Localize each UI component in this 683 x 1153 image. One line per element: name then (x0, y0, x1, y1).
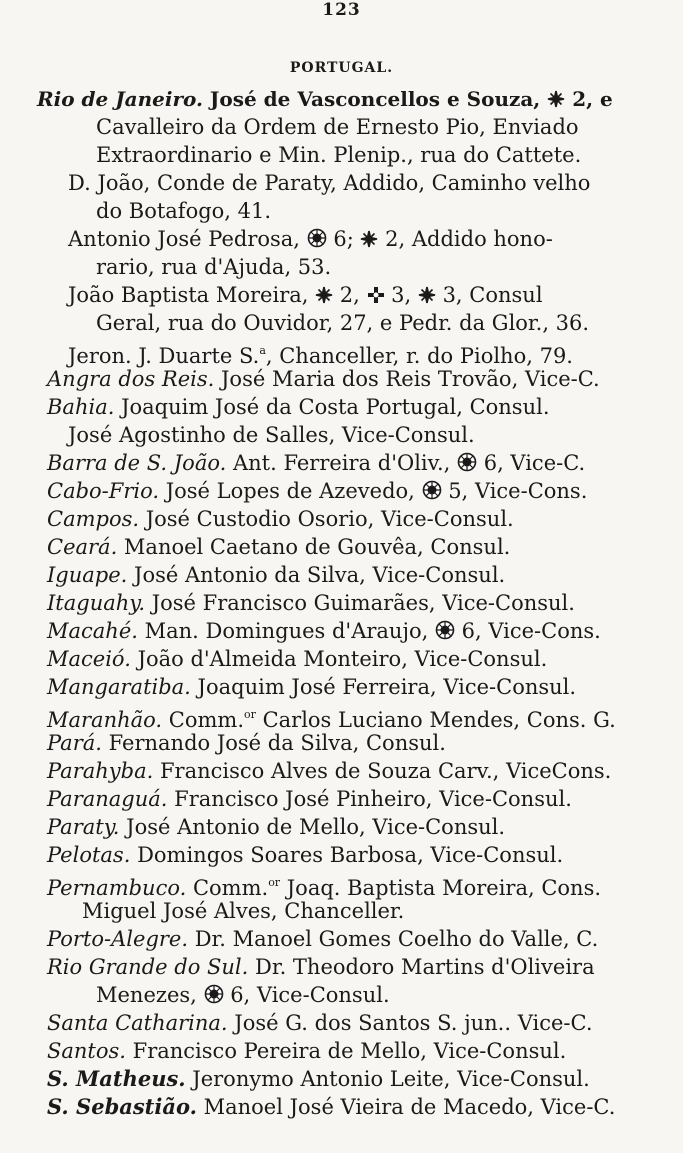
entry-line: Antonio José Pedrosa, 6; 2, Addido hono- (68, 227, 553, 251)
place-name: Porto-Alegre. (47, 927, 189, 951)
entry-line: Macahé. Man. Domingues d'Araujo, 6, Vice-Cons. (47, 619, 601, 643)
place-name: S. Sebastião. (47, 1094, 197, 1119)
place-name: Maceió. (47, 647, 131, 671)
entry-line: Parahyba. Francisco Alves de Souza Carv., ViceCons. (47, 759, 612, 783)
entry-line: Santos. Francisco Pereira de Mello, Vice-Consul. (47, 1039, 567, 1063)
entry-line: Paranaguá. Francisco José Pinheiro, Vice-Consul. (47, 787, 572, 811)
entry-line: João Baptista Moreira, 2, 3, 3, Consul (68, 283, 543, 307)
cross-decoration-icon (360, 230, 378, 248)
entry-line: Geral, rua do Ouvidor, 27, e Pedr. da Glor., 36. (96, 311, 590, 335)
place-name: Macahé. (47, 619, 138, 643)
section-title: PORTUGAL. (289, 60, 394, 76)
place-name: Barra de S. João. (47, 451, 227, 475)
place-name: Maranhão. (47, 708, 163, 732)
entry-line: Paraty. José Antonio de Mello, Vice-Consul. (47, 815, 506, 839)
entry-line: D. João, Conde de Paraty, Addido, Caminho velho (68, 171, 591, 195)
entry-line: rario, rua d'Ajuda, 53. (96, 255, 332, 279)
entry-line: S. Sebastião. Manoel José Vieira de Macedo, Vice-C. (47, 1094, 616, 1119)
entry-line: S. Matheus. Jeronymo Antonio Leite, Vice-Consul. (47, 1066, 590, 1091)
entry-line: José Agostinho de Salles, Vice-Consul. (68, 423, 475, 447)
place-name: Santos. (47, 1039, 126, 1063)
entry-line: Jeron. J. Duarte S.$^a$, Chanceller, r. do Piolho, 79. (68, 344, 573, 368)
entry-line: Cabo-Frio. José Lopes de Azevedo, 5, Vice-Cons. (47, 479, 588, 503)
place-name: Campos. (47, 507, 140, 531)
place-name: Pará. (47, 731, 102, 755)
entry-line: Menezes, 6, Vice-Consul. (96, 983, 390, 1007)
entry-line: Rio Grande do Sul. Dr. Theodoro Martins d'Oliveira (47, 955, 595, 979)
place-name: S. Matheus. (47, 1066, 186, 1091)
entry-line: Campos. José Custodio Osorio, Vice-Consul. (47, 507, 514, 531)
entry-line: Miguel José Alves, Chanceller. (82, 899, 405, 923)
entry-line: Maceió. João d'Almeida Monteiro, Vice-Consul. (47, 647, 548, 671)
cross-decoration-icon (418, 286, 436, 304)
entry-line: Pará. Fernando José da Silva, Consul. (47, 731, 446, 755)
medal-decoration-icon (435, 620, 455, 640)
place-name: Bahia. (47, 395, 115, 419)
medal-decoration-icon (457, 452, 477, 472)
entry-line: Angra dos Reis. José Maria dos Reis Trovão, Vice-C. (47, 367, 600, 391)
place-name: Paraty. (47, 815, 120, 839)
place-name: Rio Grande do Sul. (47, 955, 249, 979)
cross-decoration-icon (315, 286, 333, 304)
entry-line: Pelotas. Domingos Soares Barbosa, Vice-Consul. (47, 843, 564, 867)
place-name: Santa Catharina. (47, 1011, 228, 1035)
entry-line: Itaguahy. José Francisco Guimarães, Vice-Consul. (47, 591, 575, 615)
place-name: Rio de Janeiro. (37, 87, 203, 111)
entry-line: Pernambuco. Comm.$^{or}$ Joaq. Baptista Moreira, Cons. (47, 876, 602, 900)
entry-line: Iguape. José Antonio da Silva, Vice-Consul. (47, 563, 506, 587)
entry-line: Cavalleiro da Ordem de Ernesto Pio, Enviado (96, 115, 579, 139)
medal-decoration-icon (307, 228, 327, 248)
place-name: Parahyba. (47, 759, 154, 783)
entry-line: Ceará. Manoel Caetano de Gouvêa, Consul. (47, 535, 511, 559)
place-name: Pelotas. (47, 843, 131, 867)
place-name: Paranaguá. (47, 787, 168, 811)
entry-line: Bahia. Joaquim José da Costa Portugal, Consul. (47, 395, 550, 419)
entry-line: Barra de S. João. Ant. Ferreira d'Oliv., 6, Vice-C. (47, 451, 586, 475)
cross-decoration-icon (547, 90, 565, 108)
place-name: Iguape. (47, 563, 128, 587)
order-cross-icon (367, 286, 385, 304)
entry-line: Rio de Janeiro. José de Vasconcellos e Souza, 2, e (37, 87, 613, 111)
entry-line: Maranhão. Comm.$^{or}$ Carlos Luciano Mendes, Cons. G. (47, 708, 616, 732)
place-name: Pernambuco. (47, 876, 187, 900)
entry-line: Porto-Alegre. Dr. Manoel Gomes Coelho do Valle, C. (47, 927, 599, 951)
entry-line: do Botafogo, 41. (96, 199, 272, 223)
page-number: 123 (322, 0, 361, 20)
entry-line: Extraordinario e Min. Plenip., rua do Cattete. (96, 143, 582, 167)
medal-decoration-icon (422, 480, 442, 500)
place-name: Itaguahy. (47, 591, 146, 615)
place-name: Ceará. (47, 535, 118, 559)
entry-line: Santa Catharina. José G. dos Santos S. jun.. Vice-C. (47, 1011, 593, 1035)
place-name: Angra dos Reis. (47, 367, 215, 391)
place-name: Cabo-Frio. (47, 479, 160, 503)
place-name: Mangaratiba. (47, 675, 191, 699)
medal-decoration-icon (204, 984, 224, 1004)
entry-line: Mangaratiba. Joaquim José Ferreira, Vice-Consul. (47, 675, 577, 699)
